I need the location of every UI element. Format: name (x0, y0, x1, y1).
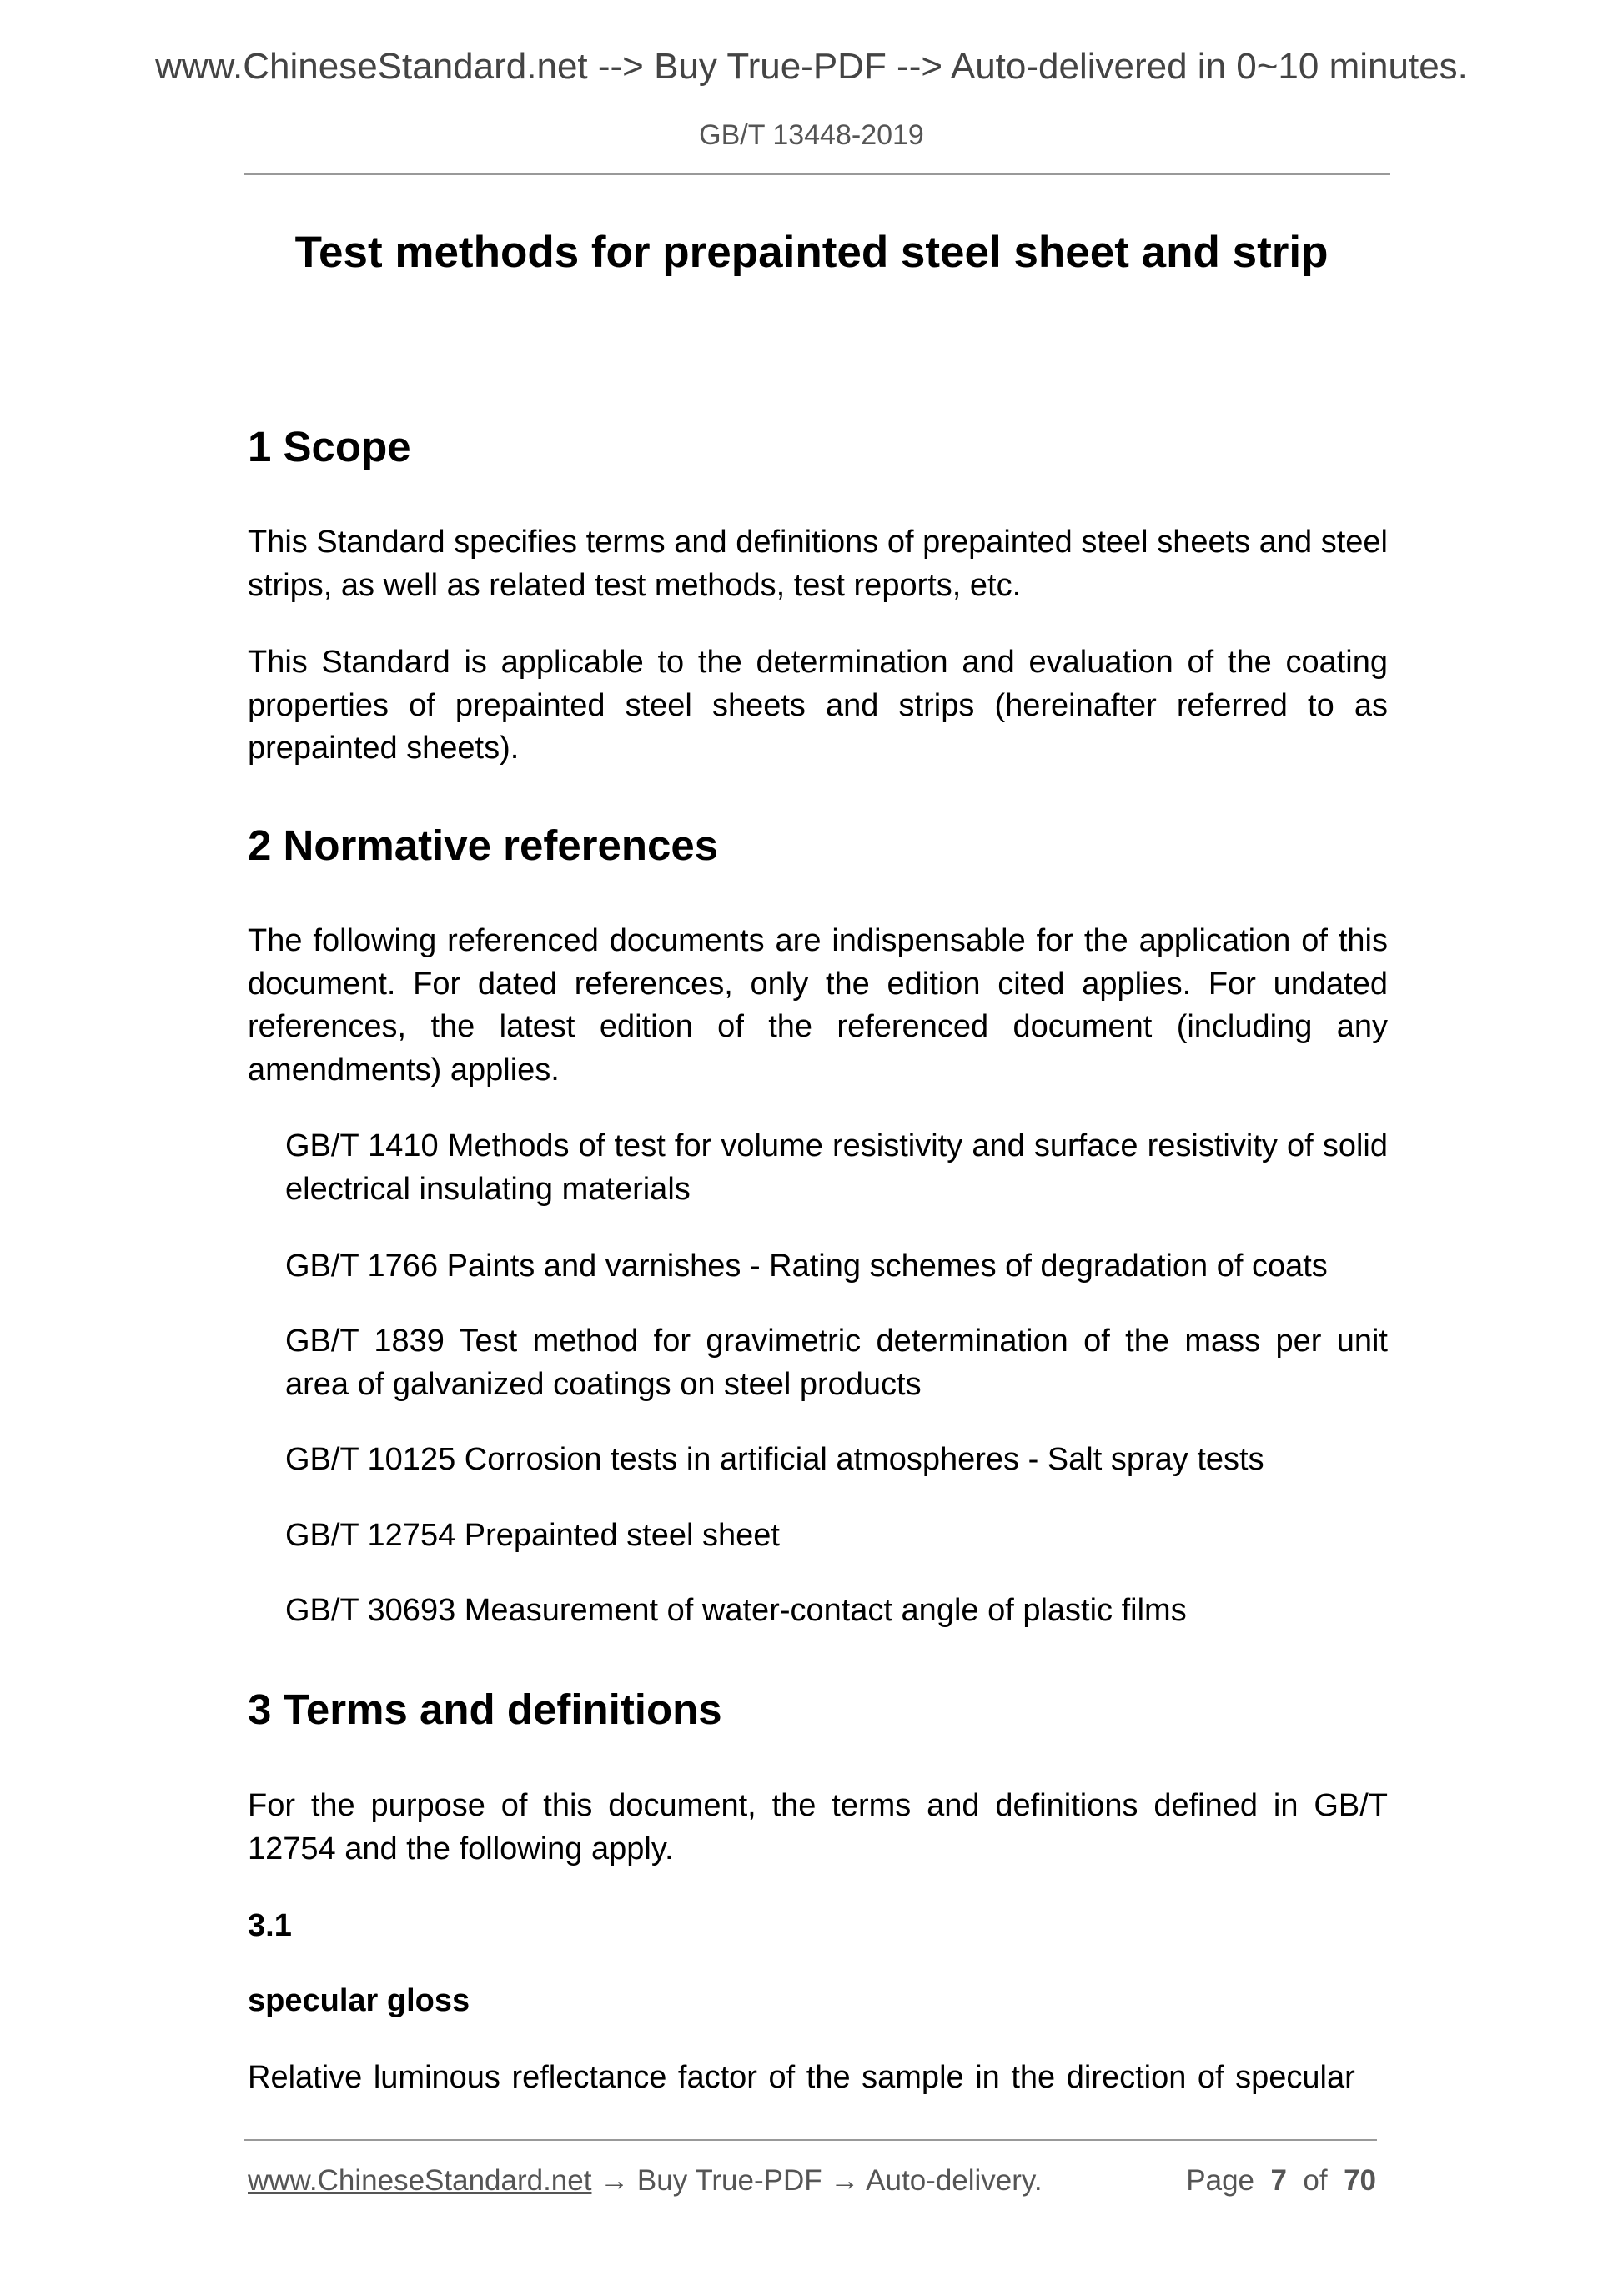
page-indicator (1184, 2162, 1376, 2200)
page-label: Page (1186, 2164, 1255, 2197)
reference-item: GB/T 12754 Prepainted steel sheet (285, 1518, 780, 1553)
page-of: of (1303, 2164, 1328, 2197)
header-divider (244, 173, 1390, 175)
paragraph: For the purpose of this document, the terms and definitions defined in GB/T 12754 and the following apply. (248, 1788, 1388, 1866)
page-current: 7 (1270, 2164, 1287, 2197)
footer-link[interactable]: www.ChineseStandard.net (248, 2164, 592, 2197)
reference-item: GB/T 30693 Measurement of water-contact angle of plastic films (285, 1593, 1187, 1628)
standard-id: GB/T 13448-2019 (699, 119, 924, 151)
reference-item: GB/T 10125 Corrosion tests in artificial atmospheres - Salt spray tests (285, 1442, 1264, 1477)
paragraph: This Standard is applicable to the determination and evaluation of the coating properties of prepainted steel sheets and strips (hereinafter referred to as prepainted sheets). (248, 645, 1388, 766)
document-title: Test methods for prepainted steel sheet and strip (294, 228, 1329, 277)
reference-item: GB/T 1410 Methods of test for volume resistivity and surface resistivity of solid electrical insulating materials (285, 1128, 1388, 1207)
footer-divider (244, 2139, 1377, 2141)
reference-item: GB/T 1839 Test method for gravimetric determination of the mass per unit area of galvanized coatings on steel products (285, 1324, 1388, 1402)
term-definition: Relative luminous reflectance factor of the sample in the direction of specular (248, 2060, 1355, 2095)
reference-item: GB/T 1766 Paints and varnishes - Rating schemes of degradation of coats (285, 1248, 1328, 1284)
section-heading-scope: 1 Scope (248, 423, 411, 470)
page-total: 70 (1344, 2164, 1376, 2197)
paragraph: This Standard specifies terms and definitions of prepainted steel sheets and steel strips, as well as related test methods, test reports, etc. (248, 525, 1388, 603)
header-banner: www.ChineseStandard.net --> Buy True-PDF --> Auto-delivered in 0~10 minutes. (155, 46, 1468, 87)
section-heading-normative-references: 2 Normative references (248, 821, 719, 869)
section-heading-terms: 3 Terms and definitions (248, 1686, 722, 1733)
term-name: specular gloss (248, 1983, 470, 2018)
term-number: 3.1 (248, 1908, 292, 1943)
paragraph: The following referenced documents are indispensable for the application of this document. For dated references, only the edition cited applies. For undated references, the latest edition of the referenced document (including any amendments) applies. (248, 923, 1388, 1088)
footer-text (248, 2162, 1043, 2200)
footer-tagline: → Buy True-PDF → Auto-delivery. (591, 2164, 1043, 2197)
